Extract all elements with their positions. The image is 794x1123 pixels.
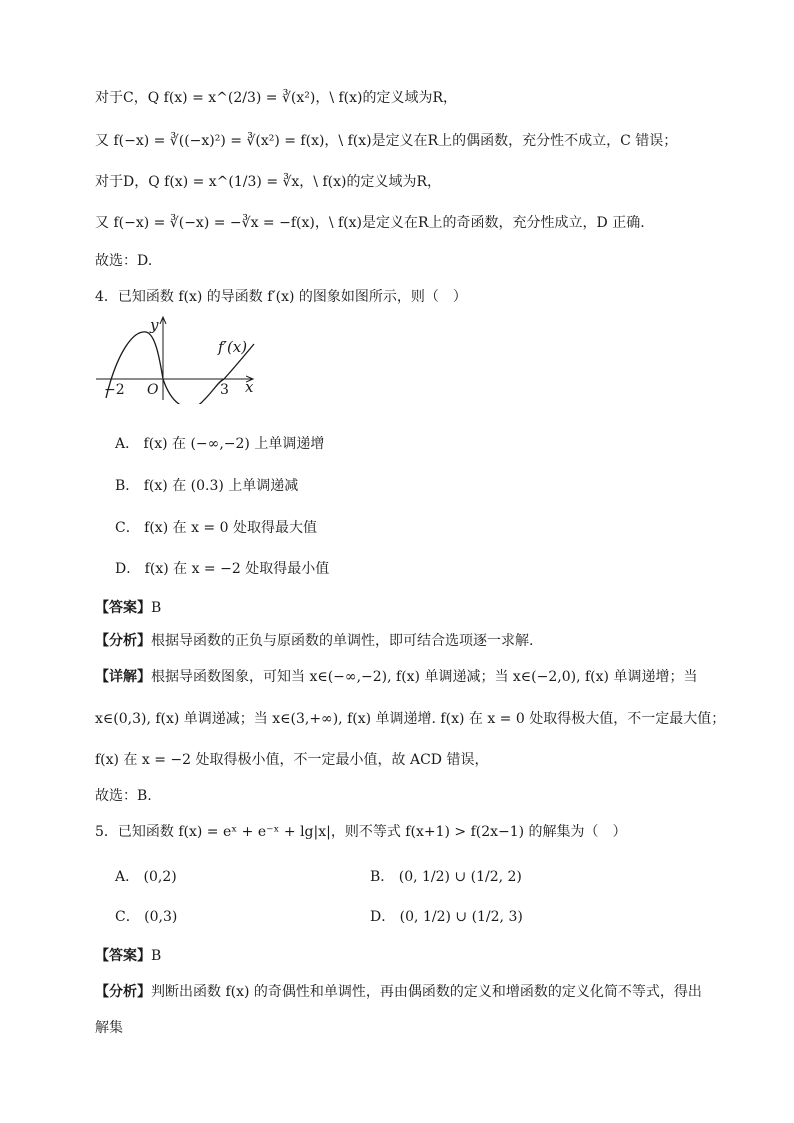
q4-analysis-row — [95, 631, 533, 651]
detail-tag: 【详解】 — [95, 669, 151, 685]
answer-value: B — [151, 600, 162, 616]
q4-option-b: B． f(x) 在 (0.3) 上单调递减 — [115, 478, 299, 494]
curve-label: f′(x) — [218, 338, 248, 356]
question-4-stem: 4．已知函数 f(x) 的导函数 f′(x) 的图象如图所示，则（ ） — [95, 289, 467, 305]
q5-option-a: A． (0,2) — [115, 869, 177, 885]
question-5-stem: 5．已知函数 f(x) = eˣ + e⁻ˣ + lg|x|，则不等式 f(x+1) > f(2x−1) 的解集为（ ） — [95, 824, 627, 840]
q4-option-d: D． f(x) 在 x = −2 处取得最小值 — [115, 561, 330, 577]
q4-detail-row — [95, 667, 697, 687]
analysis-tag: 【分析】 — [95, 984, 151, 1000]
tick-label-3: 3 — [220, 382, 229, 398]
detail-text-1: 根据导函数图象，可知当 x∈(−∞,−2), f(x) 单调递减；当 x∈(−2,0), f(x) 单调递增；当 — [151, 669, 698, 685]
solution-line-c-even: 又 f(−x) = ∛((−x)²) = ∛(x²) = f(x)，\ f(x)是定义在R上的偶函数，充分性不成立，C 错误； — [95, 133, 678, 149]
q5-analysis-row — [95, 982, 702, 1002]
analysis-text-1: 判断出函数 f(x) 的奇偶性和单调性，再由偶函数的定义和增函数的定义化简不等式，得出 — [151, 984, 702, 1000]
q4-answer-row — [95, 598, 161, 618]
q4-option-c: C． f(x) 在 x = 0 处取得最大值 — [115, 520, 317, 536]
q5-option-c: C． (0,3) — [115, 909, 178, 925]
q4-detail-text-3: f(x) 在 x = −2 处取得极小值，不一定最小值，故 ACD 错误， — [95, 752, 489, 768]
q5-option-b: B． (0, 1/2) ∪ (1/2, 2) — [370, 869, 522, 885]
x-axis-label: x — [245, 378, 254, 396]
solution-choice-d: 故选：D. — [95, 253, 153, 269]
derivative-graph — [92, 312, 267, 404]
solution-line-d-domain: 对于D，Q f(x) = x^(1/3) = ∛x，\ f(x)的定义域为R， — [95, 174, 442, 190]
tick-label-neg2: −2 — [104, 382, 125, 398]
origin-label: O — [147, 382, 159, 398]
q5-option-d: D． (0, 1/2) ∪ (1/2, 3) — [370, 909, 523, 925]
answer-tag: 【答案】 — [95, 948, 151, 964]
y-axis-label: y — [150, 316, 159, 334]
q4-conclusion: 故选：B. — [95, 788, 152, 804]
answer-tag: 【答案】 — [95, 600, 151, 616]
answer-value: B — [151, 948, 162, 964]
q5-analysis-text-2: 解集 — [95, 1020, 123, 1036]
q4-option-a: A． f(x) 在 (−∞,−2) 上单调递增 — [115, 436, 325, 452]
analysis-text: 根据导函数的正负与原函数的单调性，即可结合选项逐一求解. — [151, 633, 534, 649]
q5-answer-row — [95, 946, 161, 966]
solution-line-d-odd: 又 f(−x) = ∛(−x) = −∛x = −f(x)，\ f(x)是定义在R上的奇函数，充分性成立，D 正确. — [95, 215, 645, 231]
analysis-tag: 【分析】 — [95, 633, 151, 649]
solution-line-c-domain: 对于C，Q f(x) = x^(2/3) = ∛(x²)，\ f(x)的定义域为R， — [95, 90, 458, 106]
q4-detail-text-2: x∈(0,3), f(x) 单调递减；当 x∈(3,+∞), f(x) 单调递增. f(x) 在 x = 0 处取得极大值，不一定最大值； — [95, 711, 726, 727]
